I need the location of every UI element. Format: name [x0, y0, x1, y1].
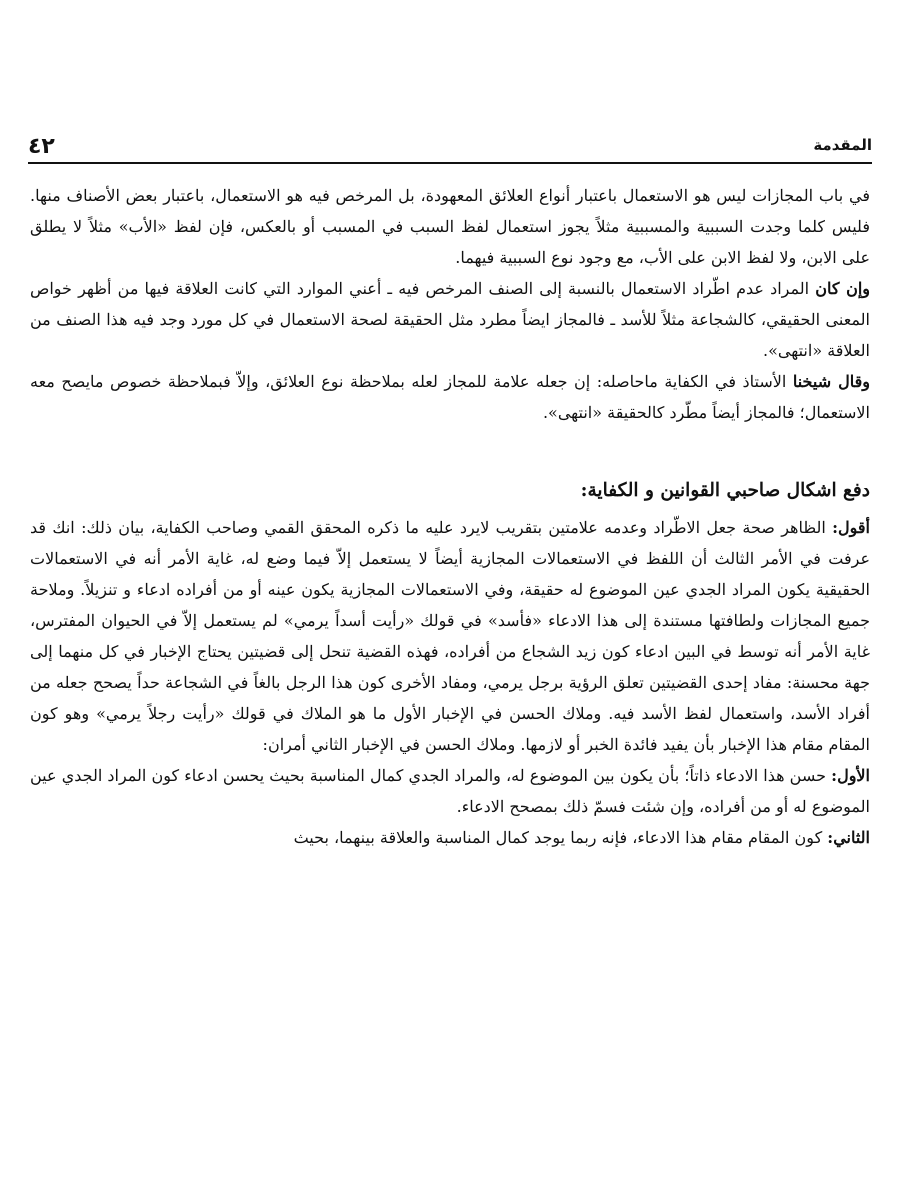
page-number: ٤٢	[28, 134, 55, 159]
body-paragraph	[30, 273, 870, 366]
page-header	[28, 134, 872, 160]
body-paragraph	[30, 180, 870, 273]
paragraph-text: كون المقام مقام هذا الادعاء، فإنه ربما يوجد كمال المناسبة والعلاقة بينهما، بحيث	[293, 828, 828, 847]
paragraph-text: في باب المجازات ليس هو الاستعمال باعتبار أنواع العلائق المعهودة، بل المرخص فيه هو الاستعمال، باعتبار بعض الأصناف منها. فليس كلما وجدت السببية والمسببية مثلاً يجوز استعمال لفظ السبب في المسبب أو بالعكس، فإن لفظ «الأب» مثلاً لا يطلق على الابن، ولا لفظ الابن على الأب، مع وجود نوع السببية فيهما.	[30, 186, 871, 267]
section-heading: دفع اشكال صاحبي القوانين و الكفاية:	[580, 480, 870, 501]
paragraph-text: الأستاذ في الكفاية ماحاصله: إن جعله علامة للمجاز لعله بملاحظة نوع العلائق، وإلاّ فبملاحظة خصوص مايصح معه الاستعمال؛ فالمجاز أيضاً مطّرد كالحقيقة «انتهى».	[30, 372, 870, 422]
paragraph-text: المراد عدم اطّراد الاستعمال بالنسبة إلى الصنف المرخص فيه ـ أعني الموارد التي كانت العلاقة فيها من أظهر خواص المعنى الحقيقي، كالشجاعة مثلاً للأسد ـ فالمجاز ايضاً مطرد مثل الحقيقة لصحة الاستعمال في كل مورد وجد فيه هذا الصنف من العلاقة «انتهى».	[30, 279, 870, 360]
body-paragraph	[30, 822, 870, 853]
paragraph-lead: وإن كان	[815, 279, 871, 298]
body-paragraph	[30, 512, 870, 760]
page-body	[30, 180, 870, 853]
body-paragraph	[30, 760, 870, 822]
paragraph-lead: الأول:	[831, 766, 870, 785]
paragraph-lead: الثاني:	[827, 828, 870, 847]
paragraph-text: حسن هذا الادعاء ذاتاً؛ بأن يكون بين الموضوع له، والمراد الجدي كمال المناسبة بحيث يحسن ادعاء كون المراد الجدي عين الموضوع له أو من أفراده، وإن شئت فسمّ ذلك بمصحح الادعاء.	[30, 766, 870, 816]
body-paragraph	[30, 366, 870, 428]
paragraph-text: الظاهر صحة جعل الاطّراد وعدمه علامتين بتقريب لايرد عليه ما ذكره المحقق القمي وصاحب الكفاية، بيان ذلك: انك قد عرفت في الأمر الثالث أن اللفظ في الاستعمالات المجازية أيضاً لا يستعمل إلاّ فيما وضع له، غاية الأمر أنه في الاستعمالات الحقيقية يكون المراد الجدي عين الموضوع له حقيقة، وفي الاستعمالات المجازية يكون عينه أو من أفراده ادعاء و تنزيلاً. وملاحة جميع المجازات ولطافتها مستندة إلى هذا الادعاء «فأسد» في قولك «رأيت أسداً يرمي» لم يستعمل إلاّ في الحيوان المفترس، غاية الأمر أنه توسط في البين ادعاء كون زيد الشجاع من أفراده، فهذه القضية تنحل إلى قضيتين يحتاج الإخبار في كل منهما إلى جهة محسنة: مفاد إحدى القضيتين تعلق الرؤية برجل يرمي، ومفاد الأخرى كون هذا الرجل بالغاً في الشجاعة حداً يصحح جعله من أفراد الأسد، واستعمال لفظ الأسد فيه. وملاك الحسن في الإخبار الأول ما هو الملاك في قولك «رأيت رجلاً يرمي» وهو كون المقام مقام هذا الإخبار بأن يفيد فائدة الخبر أو لازمها. وملاك الحسن في الإخبار الثاني أمران:	[30, 518, 871, 754]
paragraph-lead: وقال شيخنا	[792, 372, 870, 391]
paragraph-lead: أقول:	[832, 518, 870, 537]
running-title: المقدمة	[813, 136, 872, 154]
header-rule	[28, 162, 872, 164]
